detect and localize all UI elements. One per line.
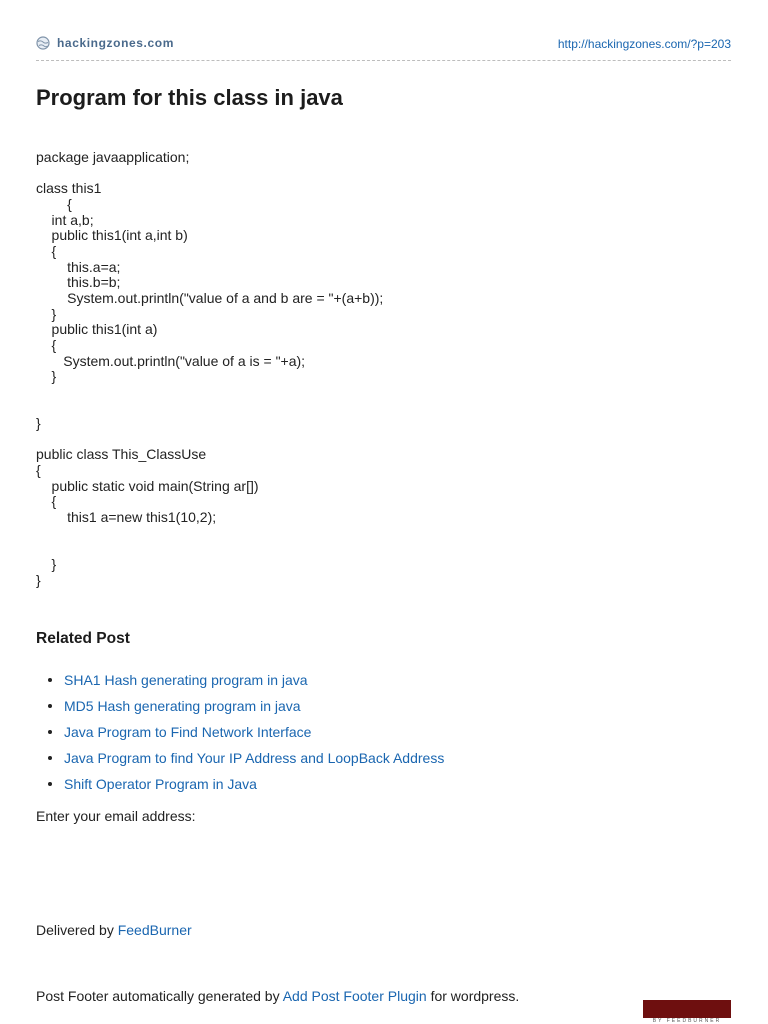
site-name: hackingzones.com (57, 36, 174, 50)
list-item (36, 749, 444, 775)
related-posts-list (36, 671, 444, 801)
add-post-footer-plugin-link[interactable]: Add Post Footer Plugin (282, 988, 427, 1004)
bullet-icon (48, 730, 52, 734)
related-post-link[interactable]: MD5 Hash generating program in java (64, 698, 301, 714)
site-identity (36, 36, 174, 50)
feedburner-badge[interactable] (643, 1000, 731, 1024)
post-footer-text: Post Footer automatically generated by (36, 988, 280, 1004)
email-subscribe-label: Enter your email address: (36, 808, 196, 824)
related-post-link[interactable]: Java Program to Find Network Interface (64, 724, 312, 740)
post-footer (36, 988, 519, 1004)
related-post-link[interactable]: Java Program to find Your IP Address and LoopBack Address (64, 750, 445, 766)
delivered-by-line (36, 922, 192, 938)
list-item (36, 671, 444, 697)
feedburner-link[interactable]: FeedBurner (117, 922, 192, 938)
related-posts-heading: Related Post (36, 630, 130, 647)
bullet-icon (48, 756, 52, 760)
bullet-icon (48, 782, 52, 786)
list-item (36, 723, 444, 749)
list-item (36, 697, 444, 723)
related-post-link[interactable]: SHA1 Hash generating program in java (64, 672, 308, 688)
bullet-icon (48, 704, 52, 708)
page-header (36, 34, 731, 61)
list-item (36, 775, 444, 801)
delivered-by-text: Delivered by (36, 922, 114, 938)
post-title: Program for this class in java (36, 85, 343, 110)
page-url-link[interactable]: http://hackingzones.com/?p=203 (557, 37, 731, 51)
post-footer-suffix: for wordpress. (430, 988, 520, 1004)
related-post-link[interactable]: Shift Operator Program in Java (64, 776, 257, 792)
code-listing: package javaapplication; class this1 { int a,b; public this1(int a,int b) { this.a=a; this.b=b; System.out.println("value of a and b are = "+(a+b)); } public this1(int a) { System.out.println("value of a is = "+a); } } public class This_ClassUse { public static void main(String ar[]) { this1 a=new this1(10,2); } } (36, 149, 384, 588)
feedburner-badge-text: BY FEEDBURNER (643, 1018, 731, 1024)
bullet-icon (48, 678, 52, 682)
globe-icon (36, 36, 50, 50)
